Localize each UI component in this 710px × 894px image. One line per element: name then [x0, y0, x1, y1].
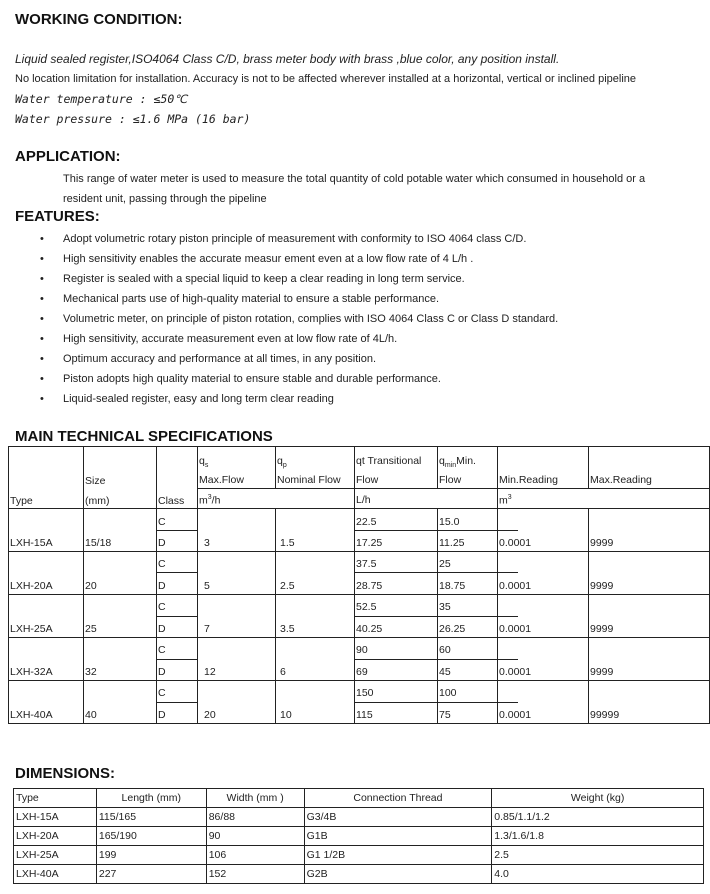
dim-header-width: Width (mm )	[206, 789, 304, 808]
spec-row4-qt-c: 90	[356, 644, 368, 656]
spec-row1-qmin-d: 11.25	[439, 537, 465, 549]
spec-row1-max-reading: 9999	[590, 537, 614, 549]
dim-cell: LXH-40A	[14, 865, 97, 884]
features-list	[14, 232, 558, 412]
spec-row4-max-reading: 9999	[590, 666, 614, 678]
feature-item: • Liquid-sealed register, easy and long term clear reading	[14, 392, 558, 412]
spec-row5-qt-d: 115	[356, 709, 373, 721]
spec-row2-type: LXH-20A	[10, 580, 53, 592]
spec-row1-class-c: C	[158, 516, 166, 528]
spec-header-qp: $q_p$	[277, 455, 287, 470]
dim-cell: G1 1/2B	[304, 846, 492, 865]
spec-header-qt-flow: Flow	[356, 474, 379, 486]
features-heading: FEATURES:	[15, 208, 100, 225]
spec-row2-max-reading: 9999	[590, 580, 614, 592]
working-condition-heading: WORKING CONDITION:	[15, 11, 183, 28]
spec-row3-qt-d: 40.25	[356, 623, 383, 635]
spec-header-qt: qt Transitional	[356, 455, 422, 467]
table-header-row	[14, 789, 704, 808]
table-row	[14, 865, 704, 884]
feature-item: • Volumetric meter, on principle of piston rotation, complies with ISO 4064 Class C or Class D standard.	[14, 312, 558, 332]
spec-row3-qmin-d: 26.25	[439, 623, 466, 635]
spec-row3-class-c: C	[158, 601, 166, 613]
spec-row3-qmin-c: 35	[439, 601, 451, 613]
dim-header-weight: Weight (kg)	[492, 789, 704, 808]
spec-row4-qmin-d: 45	[439, 666, 451, 678]
dim-cell: G1B	[304, 827, 492, 846]
spec-row4-qt-d: 69	[356, 666, 368, 678]
spec-row2-min-reading: 0.0001	[499, 580, 532, 592]
dim-cell: 227	[96, 865, 206, 884]
dimensions-heading: DIMENSIONS:	[15, 765, 116, 782]
spec-header-class: Class	[158, 495, 185, 507]
spec-row2-qs: 5	[204, 580, 210, 592]
spec-header-size-unit: (mm)	[85, 495, 110, 507]
spec-row5-size: 40	[85, 709, 97, 721]
dim-cell: LXH-15A	[14, 808, 97, 827]
spec-header-max-flow: Max.Flow	[199, 474, 244, 486]
application-line-2: resident unit, passing through the pipeline	[63, 193, 267, 205]
dim-cell: 199	[96, 846, 206, 865]
dim-header-length: Length (mm)	[96, 789, 206, 808]
spec-row4-class-c: C	[158, 644, 166, 656]
dim-cell: G3/4B	[304, 808, 492, 827]
spec-heading: MAIN TECHNICAL SPECIFICATIONS	[15, 428, 273, 445]
dim-header-thread: Connection Thread	[304, 789, 492, 808]
spec-row4-min-reading: 0.0001	[499, 666, 532, 678]
water-temperature: Water temperature : ≤50℃	[15, 92, 188, 106]
spec-row2-qp: 2.5	[280, 580, 295, 592]
spec-row2-qmin-d: 18.75	[439, 580, 466, 592]
spec-header-min-reading: Min.Reading	[499, 474, 558, 486]
spec-row4-qmin-c: 60	[439, 644, 451, 656]
spec-row4-type: LXH-32A	[10, 666, 53, 678]
dim-cell: 4.0	[492, 865, 704, 884]
spec-row1-qt-c: 22.5	[356, 516, 377, 528]
dim-cell: 152	[206, 865, 304, 884]
spec-row5-qs: 20	[204, 709, 216, 721]
spec-row3-class-d: D	[158, 623, 166, 635]
dimensions-table	[13, 788, 704, 884]
feature-item: • Optimum accuracy and performance at all times, in any position.	[14, 352, 558, 372]
spec-row4-qp: 6	[280, 666, 286, 678]
dim-cell: 106	[206, 846, 304, 865]
table-row	[14, 846, 704, 865]
spec-row5-qp: 10	[280, 709, 292, 721]
dim-cell: 90	[206, 827, 304, 846]
spec-unit-lh: L/h	[356, 494, 371, 506]
spec-row5-type: LXH-40A	[10, 709, 53, 721]
spec-row4-class-d: D	[158, 666, 166, 678]
spec-row1-qs: 3	[204, 537, 210, 549]
spec-header-qmin: $q_{min}Min$.	[439, 455, 476, 470]
working-line-2: No location limitation for installation. Accuracy is not to be affected wherever installed at a horizontal, vertical or inclined pipeline	[15, 73, 637, 85]
spec-row3-size: 25	[85, 623, 97, 635]
dim-cell: LXH-20A	[14, 827, 97, 846]
dim-cell: 0.85/1.1/1.2	[492, 808, 704, 827]
dim-cell: 86/88	[206, 808, 304, 827]
dim-cell: 2.5	[492, 846, 704, 865]
table-row	[14, 808, 704, 827]
water-pressure: Water pressure : ≤1.6 MPa (16 bar)	[15, 112, 251, 126]
dim-cell: 1.3/1.6/1.8	[492, 827, 704, 846]
spec-row1-class-d: D	[158, 537, 166, 549]
feature-item: • High sensitivity, accurate measurement even at low flow rate of 4L/h.	[14, 332, 558, 352]
dim-cell: G2B	[304, 865, 492, 884]
feature-item: • Piston adopts high quality material to ensure stable and durable performance.	[14, 372, 558, 392]
spec-header-type: Type	[10, 495, 33, 507]
feature-item: • High sensitivity enables the accurate measur ement even at a low flow rate of 4 L/h .	[14, 252, 558, 272]
spec-row1-qt-d: 17.25	[356, 537, 383, 549]
dim-cell: LXH-25A	[14, 846, 97, 865]
spec-row5-max-reading: 99999	[590, 709, 620, 721]
feature-item: • Register is sealed with a special liquid to keep a clear reading in long term service.	[14, 272, 558, 292]
working-line-1: Liquid sealed register,ISO4064 Class C/D, brass meter body with brass ,blue color, any position install.	[15, 52, 560, 66]
spec-row5-qmin-d: 75	[439, 709, 451, 721]
spec-row1-type: LXH-15A	[10, 537, 53, 549]
feature-item: • Adopt volumetric rotary piston principle of measurement with conformity to ISO 4064 class C/D.	[14, 232, 558, 252]
spec-header-max-reading: Max.Reading	[590, 474, 652, 486]
spec-row3-max-reading: 9999	[590, 623, 614, 635]
dim-cell: 115/165	[96, 808, 206, 827]
application-line-1: This range of water meter is used to measure the total quantity of cold potable water which consumed in household or a	[63, 173, 646, 185]
spec-row4-qs: 12	[204, 666, 216, 678]
spec-row5-min-reading: 0.0001	[499, 709, 532, 721]
spec-row3-qs: 7	[204, 623, 210, 635]
spec-row5-class-c: C	[158, 687, 166, 699]
spec-row5-class-d: D	[158, 709, 166, 721]
spec-row2-class-c: C	[158, 558, 166, 570]
spec-table	[8, 446, 710, 724]
spec-header-qmin-flow: Flow	[439, 474, 462, 486]
spec-row3-type: LXH-25A	[10, 623, 53, 635]
spec-unit-flow: $m^3/h$	[199, 494, 221, 507]
spec-header-qs: $q_s$	[199, 455, 209, 470]
spec-row1-size: 15/18	[85, 537, 112, 549]
spec-row1-min-reading: 0.0001	[499, 537, 532, 549]
spec-header-nominal-flow: Nominal Flow	[277, 474, 341, 486]
spec-row4-size: 32	[85, 666, 97, 678]
spec-row5-qt-c: 150	[356, 687, 374, 699]
spec-row2-qt-d: 28.75	[356, 580, 383, 592]
dim-cell: 165/190	[96, 827, 206, 846]
table-row	[14, 827, 704, 846]
application-heading: APPLICATION:	[15, 148, 121, 165]
spec-row3-min-reading: 0.0001	[499, 623, 532, 635]
feature-item: • Mechanical parts use of high-quality material to ensure a stable performance.	[14, 292, 558, 312]
dim-header-type: Type	[14, 789, 97, 808]
spec-row3-qp: 3.5	[280, 623, 295, 635]
spec-row1-qp: 1.5	[280, 537, 295, 549]
spec-row2-qt-c: 37.5	[356, 558, 377, 570]
spec-unit-reading: $m^3$	[499, 494, 512, 507]
spec-header-size: Size	[85, 475, 106, 487]
spec-row3-qt-c: 52.5	[356, 601, 377, 613]
spec-row2-size: 20	[85, 580, 97, 592]
spec-row5-qmin-c: 100	[439, 687, 457, 699]
spec-row2-qmin-c: 25	[439, 558, 451, 570]
spec-row2-class-d: D	[158, 580, 166, 592]
spec-row1-qmin-c: 15.0	[439, 516, 460, 528]
